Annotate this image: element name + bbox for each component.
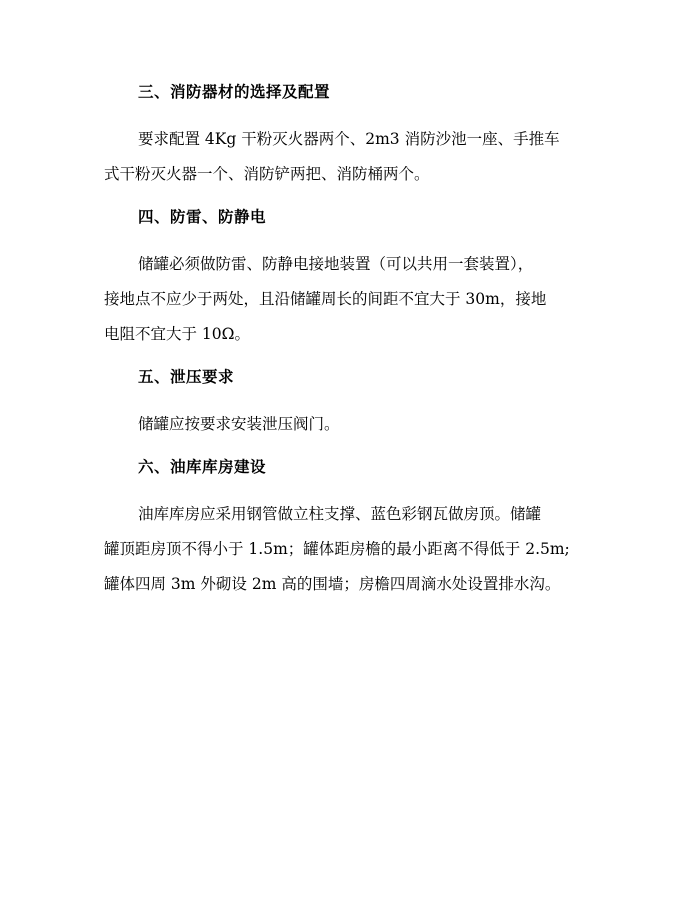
section-paragraph <box>104 247 604 352</box>
section-paragraph <box>104 407 604 442</box>
section-paragraph <box>104 497 604 602</box>
paragraph-line: 要求配置 4Kg 干粉灭火器两个、2m3 消防沙池一座、手推车 <box>138 130 560 148</box>
paragraph-line: 接地点不应少于两处，且沿储罐周长的间距不宜大于 30m，接地 <box>104 290 547 308</box>
section-pressure-relief <box>104 365 604 442</box>
section-fire-equipment <box>104 80 604 192</box>
paragraph-line: 罐顶距房顶不得小于 1.5m；罐体距房檐的最小距离不得低于 2.5m; <box>104 540 570 558</box>
document-body <box>104 80 604 615</box>
section-paragraph <box>104 122 604 192</box>
paragraph-line: 电阻不宜大于 10Ω。 <box>104 325 251 343</box>
paragraph-line: 罐体四周 3m 外砌设 2m 高的围墙；房檐四周滴水处设置排水沟。 <box>104 575 561 593</box>
paragraph-line: 储罐必须做防雷、防静电接地装置（可以共用一套装置）， <box>138 255 534 273</box>
paragraph-line: 油库库房应采用钢管做立柱支撑、蓝色彩钢瓦做房顶。储罐 <box>138 505 542 523</box>
section-warehouse-construction <box>104 455 604 602</box>
paragraph-line: 式干粉灭火器一个、消防铲两把、消防桶两个。 <box>104 165 430 183</box>
section-heading: 四、防雷、防静电 <box>138 208 267 226</box>
section-lightning-static <box>104 205 604 352</box>
section-heading: 五、泄压要求 <box>138 368 235 386</box>
section-heading: 六、油库库房建设 <box>138 458 267 476</box>
section-heading: 三、消防器材的选择及配置 <box>138 83 331 101</box>
paragraph-line: 储罐应按要求安装泄压阀门。 <box>138 415 340 433</box>
